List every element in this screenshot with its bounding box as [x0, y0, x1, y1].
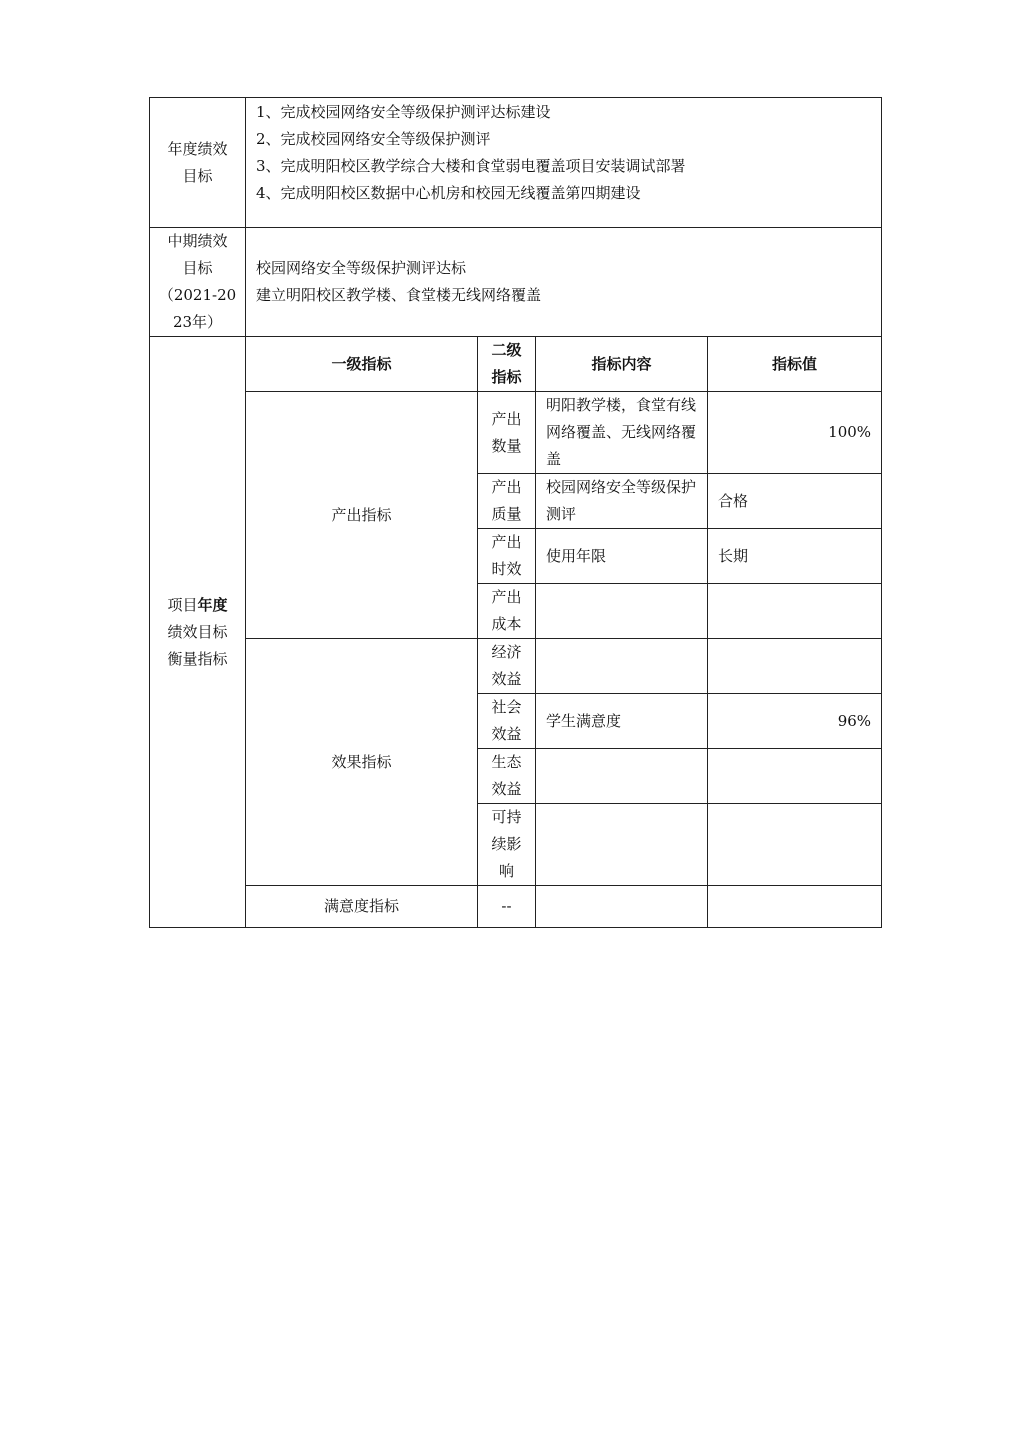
table-row — [150, 639, 882, 694]
value-cell — [708, 639, 882, 694]
value-cell — [708, 749, 882, 804]
value-cell — [708, 886, 882, 928]
content-cell — [536, 639, 708, 694]
value-cell: 合格 — [708, 474, 882, 529]
level2-cell: 经济效益 — [478, 639, 536, 694]
midterm-goals-row — [150, 228, 882, 337]
value-cell — [708, 804, 882, 886]
level2-cell: 产出成本 — [478, 584, 536, 639]
midterm-goal-item: 建立明阳校区教学楼、食堂楼无线网络覆盖 — [256, 286, 542, 304]
content-cell — [536, 749, 708, 804]
annual-goals-row — [150, 98, 882, 228]
level2-cell: 社会效益 — [478, 694, 536, 749]
annual-goal-item: 1、完成校园网络安全等级保护测评达标建设 — [256, 103, 551, 121]
annual-goal-item: 2、完成校园网络安全等级保护测评 — [256, 130, 491, 148]
midterm-goals-list — [246, 228, 882, 337]
value-cell — [708, 584, 882, 639]
annual-goals-list — [246, 98, 882, 228]
header-content: 指标内容 — [536, 337, 708, 392]
level2-cell: 产出数量 — [478, 392, 536, 474]
content-cell: 校园网络安全等级保护测评 — [536, 474, 708, 529]
table-row — [150, 886, 882, 928]
value-cell: 长期 — [708, 529, 882, 584]
header-level2: 二级指标 — [478, 337, 536, 392]
content-cell: 使用年限 — [536, 529, 708, 584]
content-cell — [536, 584, 708, 639]
header-level1: 一级指标 — [246, 337, 478, 392]
performance-table — [149, 97, 882, 928]
content-cell — [536, 886, 708, 928]
level2-cell: 可持续影响 — [478, 804, 536, 886]
annual-goal-item: 4、完成明阳校区数据中心机房和校园无线覆盖第四期建设 — [256, 184, 641, 202]
output-indicator-label: 产出指标 — [246, 392, 478, 639]
effect-indicator-label: 效果指标 — [246, 639, 478, 886]
midterm-goal-item: 校园网络安全等级保护测评达标 — [256, 259, 467, 277]
level2-cell: 产出质量 — [478, 474, 536, 529]
content-cell: 学生满意度 — [536, 694, 708, 749]
level2-cell: -- — [478, 886, 536, 928]
level2-cell: 产出时效 — [478, 529, 536, 584]
content-cell — [536, 804, 708, 886]
midterm-goals-label: 中期绩效 目标 （2021-20 23年） — [150, 228, 246, 337]
table-row — [150, 392, 882, 474]
level2-cell: 生态效益 — [478, 749, 536, 804]
content-cell: 明阳教学楼，食堂有线网络覆盖、无线网络覆盖 — [536, 392, 708, 474]
metrics-section-label: 项目年度绩效目标衡量指标 — [150, 337, 246, 928]
annual-goals-label: 年度绩效目标 — [150, 98, 246, 228]
metrics-header-row — [150, 337, 882, 392]
satisfaction-indicator-label: 满意度指标 — [246, 886, 478, 928]
header-value: 指标值 — [708, 337, 882, 392]
annual-goal-item: 3、完成明阳校区教学综合大楼和食堂弱电覆盖项目安装调试部署 — [256, 157, 686, 175]
value-cell: 96% — [708, 694, 882, 749]
value-cell: 100% — [708, 392, 882, 474]
